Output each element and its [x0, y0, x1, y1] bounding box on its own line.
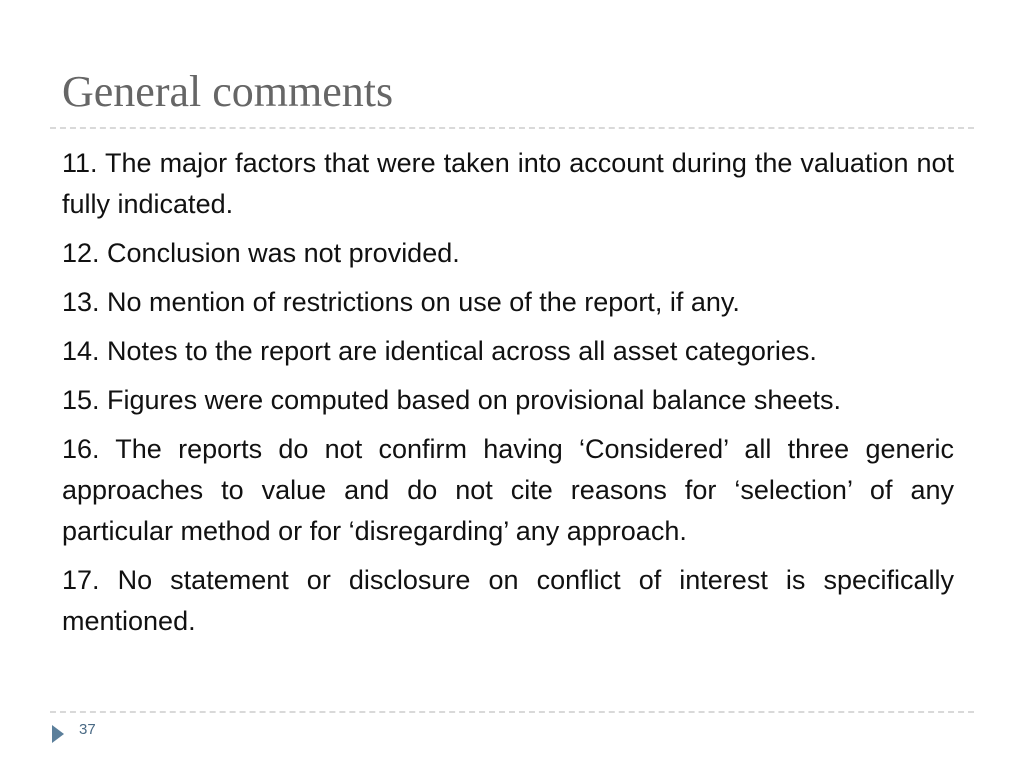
title-divider [50, 127, 974, 129]
comment-item-16: 16. The reports do not confirm having ‘Considered’ all three generic approaches to value and do not cite reasons for ‘selection’ of any particular method or for ‘disregarding’ any approach. [62, 434, 954, 546]
comment-item-11: 11. The major factors that were taken into account during the valuation not fully indicated. [62, 148, 954, 219]
comments-list [62, 143, 954, 650]
comment-item-17: 17. No statement or disclosure on conflict of interest is specifically mentioned. [62, 565, 954, 636]
triangle-bullet-icon [52, 725, 64, 743]
comment-item-13: 13. No mention of restrictions on use of the report, if any. [62, 287, 740, 317]
footer-divider [50, 711, 974, 713]
comment-item-12: 12. Conclusion was not provided. [62, 238, 460, 268]
comment-item-15: 15. Figures were computed based on provisional balance sheets. [62, 385, 841, 415]
comment-item-14: 14. Notes to the report are identical across all asset categories. [62, 336, 817, 366]
page-number: 37 [79, 721, 96, 738]
slide-title: General comments [62, 67, 394, 116]
